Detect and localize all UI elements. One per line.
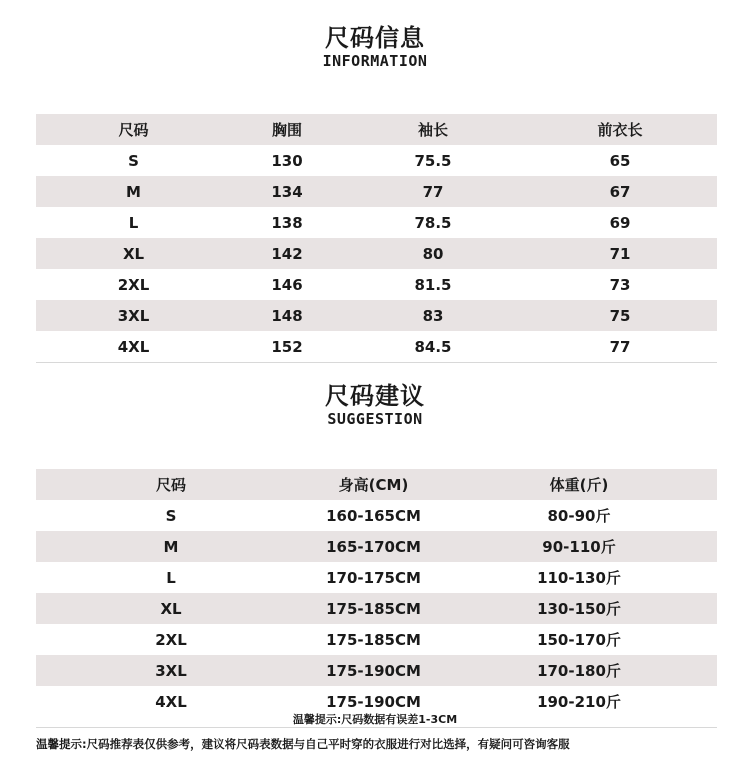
height-cell: 160-165CM <box>326 506 421 525</box>
height-cell: 175-190CM <box>326 692 421 711</box>
front-length-cell: 69 <box>609 213 631 232</box>
suggestion-subtitle: SUGGESTION <box>327 410 423 428</box>
weight-cell: 80-90斤 <box>547 507 611 525</box>
column-header: 胸围 <box>271 121 302 139</box>
size-cell: L <box>166 568 176 587</box>
chest-cell: 142 <box>271 244 303 263</box>
height-cell: 175-190CM <box>326 661 421 680</box>
chest-cell: 130 <box>271 151 303 170</box>
weight-cell: 150-170斤 <box>537 631 621 649</box>
weight-cell: 110-130斤 <box>537 569 621 587</box>
table-row <box>36 207 717 238</box>
chest-cell: 146 <box>271 275 303 294</box>
front-length-cell: 73 <box>609 275 631 294</box>
size-cell: XL <box>122 244 145 263</box>
footer-divider <box>36 727 717 728</box>
table-row <box>36 531 717 562</box>
sleeve-cell: 84.5 <box>414 337 452 356</box>
sleeve-cell: 78.5 <box>414 213 452 232</box>
weight-cell: 190-210斤 <box>537 693 621 711</box>
front-length-cell: 65 <box>609 151 631 170</box>
column-header: 袖长 <box>417 121 448 139</box>
weight-cell: 130-150斤 <box>537 600 621 618</box>
weight-cell: 170-180斤 <box>537 662 621 680</box>
table-row <box>36 145 717 176</box>
measurement-error-note: 温馨提示:尺码数据有误差1-3CM <box>292 713 458 726</box>
section-divider <box>36 362 717 363</box>
chest-cell: 138 <box>271 213 303 232</box>
table-row <box>36 593 717 624</box>
size-cell: 3XL <box>155 661 187 680</box>
info-title: 尺码信息 <box>325 24 425 52</box>
height-cell: 175-185CM <box>326 630 421 649</box>
sleeve-cell: 80 <box>422 244 444 263</box>
size-info-table <box>36 114 717 362</box>
table-row <box>36 562 717 593</box>
table-header-row <box>36 469 717 500</box>
size-cell: XL <box>160 599 182 618</box>
column-header: 前衣长 <box>597 121 643 139</box>
size-cell: S <box>165 506 177 525</box>
sleeve-cell: 83 <box>422 306 444 325</box>
suggestion-title: 尺码建议 <box>325 382 425 410</box>
sleeve-cell: 81.5 <box>414 275 452 294</box>
front-length-cell: 71 <box>609 244 631 263</box>
table-row <box>36 269 717 300</box>
front-length-cell: 67 <box>609 182 631 201</box>
table-header-row <box>36 114 717 145</box>
size-cell: 2XL <box>117 275 150 294</box>
front-length-cell: 77 <box>609 337 631 356</box>
height-cell: 165-170CM <box>326 537 421 556</box>
size-tip-note: 温馨提示:尺码推荐表仅供参考，建议将尺码表数据与自己平时穿的衣服进行对比选择，有疑问可咨询客服 <box>36 737 570 751</box>
size-suggestion-table <box>36 469 717 717</box>
height-cell: 175-185CM <box>326 599 421 618</box>
column-header: 尺码 <box>118 121 149 139</box>
table-row <box>36 655 717 686</box>
front-length-cell: 75 <box>609 306 631 325</box>
table-row <box>36 176 717 207</box>
size-cell: S <box>128 151 139 170</box>
size-cell: M <box>163 537 179 556</box>
column-header: 体重(斤) <box>549 476 609 494</box>
size-cell: 2XL <box>155 630 187 649</box>
weight-cell: 90-110斤 <box>542 538 616 556</box>
table-row <box>36 300 717 331</box>
info-subtitle: INFORMATION <box>322 52 428 70</box>
sleeve-cell: 75.5 <box>414 151 452 170</box>
chest-cell: 148 <box>271 306 303 325</box>
table-row <box>36 331 717 362</box>
column-header: 身高(CM) <box>338 476 409 494</box>
table-row <box>36 238 717 269</box>
chest-cell: 152 <box>271 337 303 356</box>
size-cell: 4XL <box>155 692 187 711</box>
column-header: 尺码 <box>155 476 186 494</box>
size-cell: L <box>128 213 139 232</box>
table-row <box>36 500 717 531</box>
table-row <box>36 624 717 655</box>
chest-cell: 134 <box>271 182 303 201</box>
size-cell: 3XL <box>117 306 150 325</box>
size-cell: 4XL <box>117 337 150 356</box>
sleeve-cell: 77 <box>422 182 444 201</box>
size-cell: M <box>126 182 141 201</box>
height-cell: 170-175CM <box>326 568 421 587</box>
